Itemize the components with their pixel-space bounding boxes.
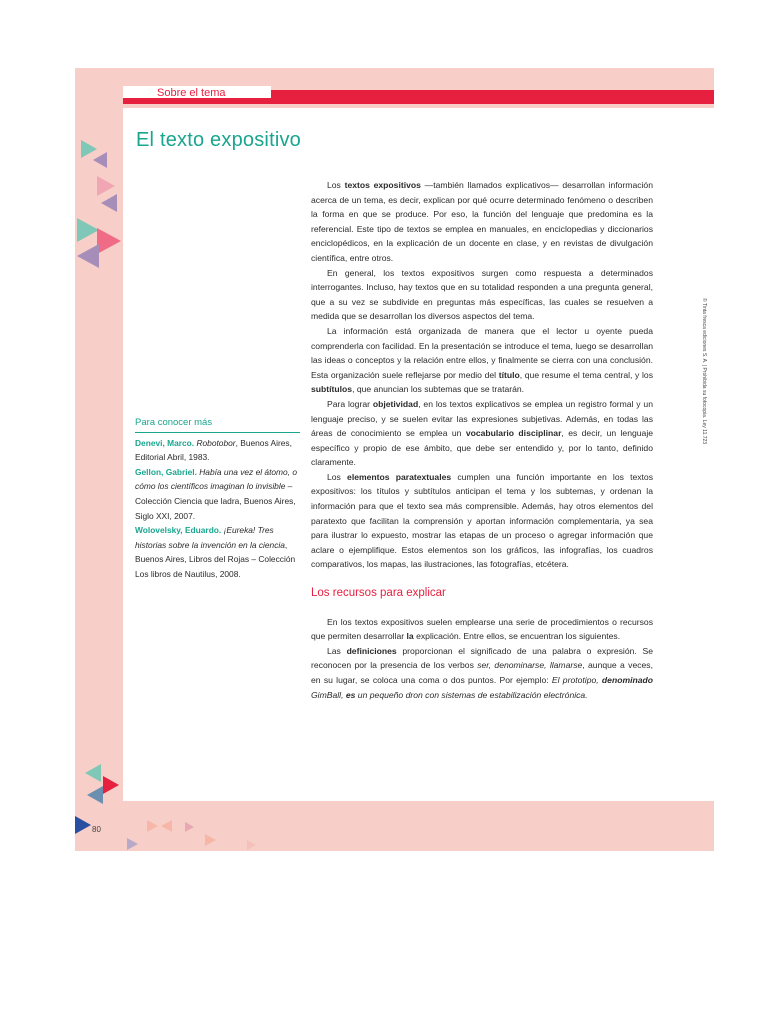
page-title: El texto expositivo: [136, 129, 301, 151]
paragraph: En los textos expositivos suelen emplearse una serie de procedimientos o recursos que permiten desarrollar la explicación. Entre ellos, se encuentran los siguientes.: [311, 616, 653, 642]
decorative-triangle: [127, 838, 138, 850]
decorative-triangle: [147, 820, 158, 832]
decorative-triangle: [161, 820, 172, 832]
paragraph: Los elementos paratextuales cumplen una función importante en los textos expositivos: los títulos y subtítulos anticipan el tema y los subtemas, y ordenan la información para que el texto sea más comprensible. Además, hay otros elementos del paratexto que facilitan la comprensión y aportan información complementaria, ya sea para ilustrar lo expuesto, mostrar las etapas de un proceso o agregar información que aclare o ejemplifique. Estos elementos son los gráficos, las infografías, los cuadros comparativos, los mapas, las ilustraciones, las fotografías, etcétera.: [311, 471, 654, 570]
decorative-triangle: [85, 764, 101, 782]
paragraph: Los textos expositivos —también llamados explicativos— desarrollan información acerca de un tema, es decir, explican por qué ocurre determinado fenómeno o describen la forma en que se produce. Por eso, la función del lenguaje que predomina es la referencial. Este tipo de textos se emplea en manuales, en enciclopedias y diccionarios enciclopédicos, en la explicación de un docente en clase, y en revistas de divulgación científica, entre otros.: [311, 180, 653, 263]
decorative-triangle: [77, 218, 99, 242]
paragraph: En general, los textos expositivos surgen como respuesta a determinados interrogantes. Incluso, hay textos que en su totalidad responden a una pregunta general, que a su vez se subdivide en preguntas más específicas, las cuales se resuelven a medida que se desarrollan los diversos aspectos del tema.: [311, 267, 653, 322]
reference-item: Gellon, Gabriel. Había una vez el átomo, o cómo los científicos imaginan lo invisible – Colección Ciencia que ladra, Buenos Aires, Siglo XXI, 2007.: [135, 466, 298, 521]
decorative-triangle: [87, 786, 103, 804]
main-text: [311, 178, 653, 702]
decorative-triangle: [247, 840, 256, 850]
paragraph: Para lograr objetividad, en los textos explicativos se emplea un registro formal y un lenguaje preciso, y se suelen evitar las expresiones subjetivas. Además, en todas las áreas de conocimiento se emplea un vocabulario disciplinar, es decir, un lenguaje específico y propio de ese ámbito, que debe ser entendido y, por lo tanto, definido claramente.: [311, 398, 654, 468]
reference-item: Wolovelsky, Eduardo. ¡Eureka! Tres historias sobre la invención en la ciencia, Buenos Aires, Libros del Rojas – Colección Los libros de Nautilus, 2008.: [135, 525, 296, 579]
decorative-triangle: [97, 176, 115, 196]
further-reading-box: [135, 416, 300, 582]
aside-title: Para conocer más: [135, 416, 300, 433]
decorative-triangle: [103, 776, 119, 794]
decorative-triangle: [77, 244, 99, 268]
section-tab: Sobre el tema: [123, 86, 271, 100]
decorative-triangle: [93, 152, 107, 168]
decorative-triangle: [185, 822, 194, 832]
copyright-notice: © Tinta fresca ediciones S. A. | Prohibida su fotocopia. Ley 11.723: [701, 298, 707, 445]
paragraph: Las definiciones proporcionan el significado de una palabra o expresión. Se reconocen por la presencia de los verbos ser, denominarse, llamarse, aunque a veces, en su lugar, se coloca una coma o dos puntos. Por ejemplo: El prototipo, denominado GimBall, es un pequeño dron con sistemas de estabilización electrónica.: [311, 645, 654, 700]
decorative-triangle: [101, 194, 117, 212]
reference-item: Denevi, Marco. Robotobor, Buenos Aires, Editorial Abril, 1983.: [135, 437, 292, 463]
decorative-triangle: [75, 816, 91, 834]
paragraph: La información está organizada de manera que el lector u oyente pueda comprenderla con facilidad. En la presentación se introduce el tema, luego se desarrollan las ideas o conceptos y la relación entre ellos, y finalmente se cierra con una conclusión. Esta organización suele reflejarse por medio del título, que resume el tema central, y los subtítulos, que anuncian los subtemas que se tratarán.: [311, 325, 653, 395]
subheading: Los recursos para explicar: [311, 587, 446, 600]
page-number: 80: [92, 825, 101, 834]
decorative-triangle: [205, 834, 216, 846]
decorative-triangle: [97, 228, 121, 254]
page: [75, 68, 714, 851]
